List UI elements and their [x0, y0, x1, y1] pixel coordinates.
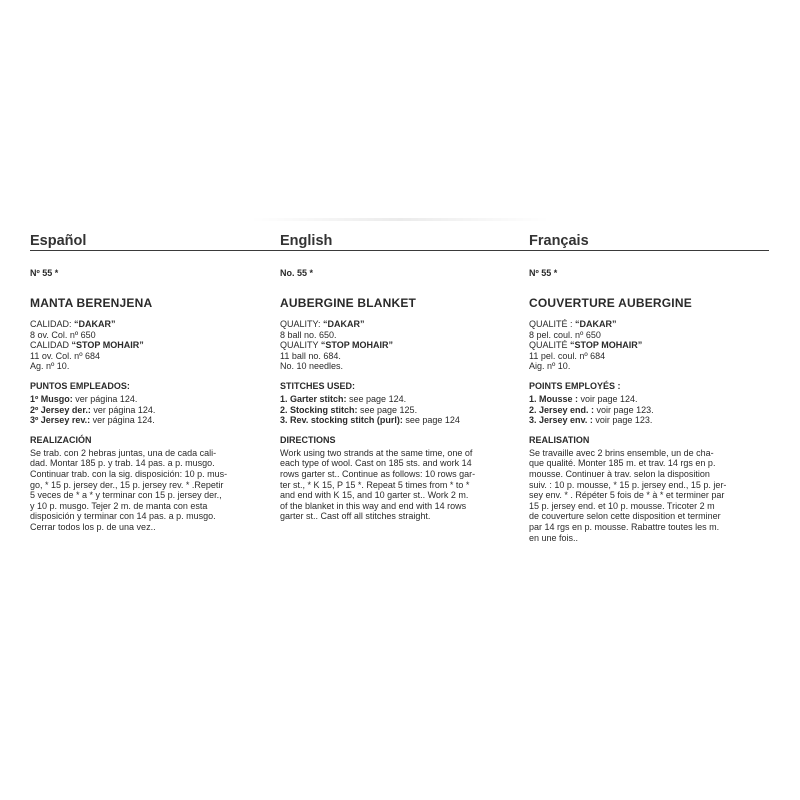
directions-text [280, 448, 512, 522]
materials-line: QUALITY: “DAKAR” [280, 319, 365, 329]
directions-line: en une fois.. [529, 532, 579, 543]
stitch-item: 2. Stocking stitch: see page 125. [280, 404, 418, 415]
stitches-list [30, 394, 262, 426]
directions-heading: REALIZACIÓN [30, 434, 92, 445]
directions-line: go, * 15 p. jersey der., 15 p. jersey rev. * .Repetir [30, 479, 224, 490]
materials-line: Aig. nº 10. [529, 361, 571, 372]
materials-list [280, 319, 512, 372]
stitch-item: 3. Rev. stocking stitch (purl): see page 124 [280, 415, 460, 426]
heading-rule [30, 250, 282, 251]
directions-line: garter st.. Cast off all stitches straight. [280, 511, 431, 522]
pattern-number: Nº 55 * [529, 268, 558, 278]
column-french [529, 232, 767, 543]
directions-line: disposición y terminar con 14 pas. a p. musgo. [30, 511, 216, 522]
directions-line: 15 p. jersey end. et 10 p. mousse. Tricoter 2 m [529, 500, 715, 511]
directions-line: y 10 p. musgo. Tejer 2 m. de manta con esta [30, 500, 208, 511]
column-english [280, 232, 512, 522]
pattern-number: No. 55 * [280, 268, 314, 278]
materials-list [529, 319, 767, 372]
directions-line: dad. Montar 185 p. y trab. 14 pas. a p. musgo. [30, 458, 215, 469]
directions-line: and end with K 15, and 10 garter st.. Work 2 m. [280, 490, 469, 501]
directions-line: each type of wool. Cast on 185 sts. and work 14 [280, 458, 472, 469]
directions-line: suiv. : 10 p. mousse, * 15 p. jersey end., 15 p. jer- [529, 479, 727, 490]
directions-heading: REALISATION [529, 434, 590, 445]
materials-line: 8 pel. coul. nº 650 [529, 329, 601, 340]
language-heading: Français [529, 233, 589, 249]
materials-line: 11 ov. Col. nº 684 [30, 350, 100, 361]
directions-text [30, 448, 262, 533]
pattern-title: MANTA BERENJENA [30, 296, 153, 310]
materials-line: QUALITÉ : “DAKAR” [529, 319, 617, 329]
directions-line: of the blanket in this way and end with 14 rows [280, 500, 467, 511]
stitches-heading: POINTS EMPLOYÉS : [529, 380, 621, 391]
materials-line: 11 pel. coul. nº 684 [529, 350, 606, 361]
directions-line: Work using two strands at the same time, one of [280, 447, 473, 458]
pattern-title: AUBERGINE BLANKET [280, 296, 417, 310]
directions-line: par 14 rgs en p. mousse. Rabattre toutes les m. [529, 521, 720, 532]
stitch-item: 1. Garter stitch: see page 124. [280, 393, 407, 404]
materials-line: 11 ball no. 684. [280, 350, 341, 361]
stitches-heading: PUNTOS EMPLEADOS: [30, 380, 130, 391]
stitch-item: 3º Jersey rev.: ver página 124. [30, 415, 155, 426]
directions-text [529, 448, 767, 543]
materials-line: Ag. nº 10. [30, 361, 70, 372]
directions-line: sey env. * . Répéter 5 fois de * à * et terminer par [529, 490, 725, 501]
stitch-item: 1. Mousse : voir page 124. [529, 393, 638, 404]
column-spanish [30, 232, 262, 533]
stitch-item: 1º Musgo: ver página 124. [30, 393, 138, 404]
directions-line: de couverture selon cette disposition et terminer [529, 511, 721, 522]
materials-line: CALIDAD “STOP MOHAIR” [30, 340, 144, 351]
stitches-list [280, 394, 512, 426]
stitch-item: 2. Jersey end. : voir page 123. [529, 404, 654, 415]
materials-line: QUALITÉ “STOP MOHAIR” [529, 340, 643, 351]
materials-line: QUALITY “STOP MOHAIR” [280, 340, 394, 351]
pattern-title: COUVERTURE AUBERGINE [529, 296, 692, 310]
directions-heading: DIRECTIONS [280, 434, 336, 445]
stitch-item: 3. Jersey env. : voir page 123. [529, 415, 653, 426]
stitches-list [529, 394, 767, 426]
heading-rule [280, 250, 530, 251]
language-heading: Español [30, 233, 87, 249]
stitch-item: 2º Jersey der.: ver página 124. [30, 404, 156, 415]
language-heading: English [280, 233, 333, 249]
directions-line: mousse. Continuer à trav. selon la disposition [529, 468, 710, 479]
directions-line: Cerrar todos los p. de una vez.. [30, 521, 156, 532]
pattern-number: Nº 55 * [30, 268, 59, 278]
materials-line: 8 ov. Col. nº 650 [30, 329, 96, 340]
materials-line: CALIDAD: “DAKAR” [30, 319, 116, 329]
materials-line: No. 10 needles. [280, 361, 344, 372]
heading-rule [529, 250, 769, 251]
scan-edge-shadow [250, 218, 550, 221]
stitches-heading: STITCHES USED: [280, 380, 356, 391]
directions-line: que qualité. Monter 185 m. et trav. 14 rgs en p. [529, 458, 716, 469]
directions-line: 5 veces de * a * y terminar con 15 p. jersey der., [30, 490, 222, 501]
directions-line: Continuar trab. con la sig. disposición: 10 p. mus- [30, 468, 228, 479]
materials-line: 8 ball no. 650. [280, 329, 337, 340]
directions-line: Se travaille avec 2 brins ensemble, un de cha- [529, 447, 714, 458]
directions-line: rows garter st.. Continue as follows: 10 rows gar- [280, 468, 476, 479]
directions-line: Se trab. con 2 hebras juntas, una de cada cali- [30, 447, 217, 458]
directions-line: ter st., * K 15, P 15 *. Repeat 5 times from * to * [280, 479, 470, 490]
materials-list [30, 319, 262, 372]
